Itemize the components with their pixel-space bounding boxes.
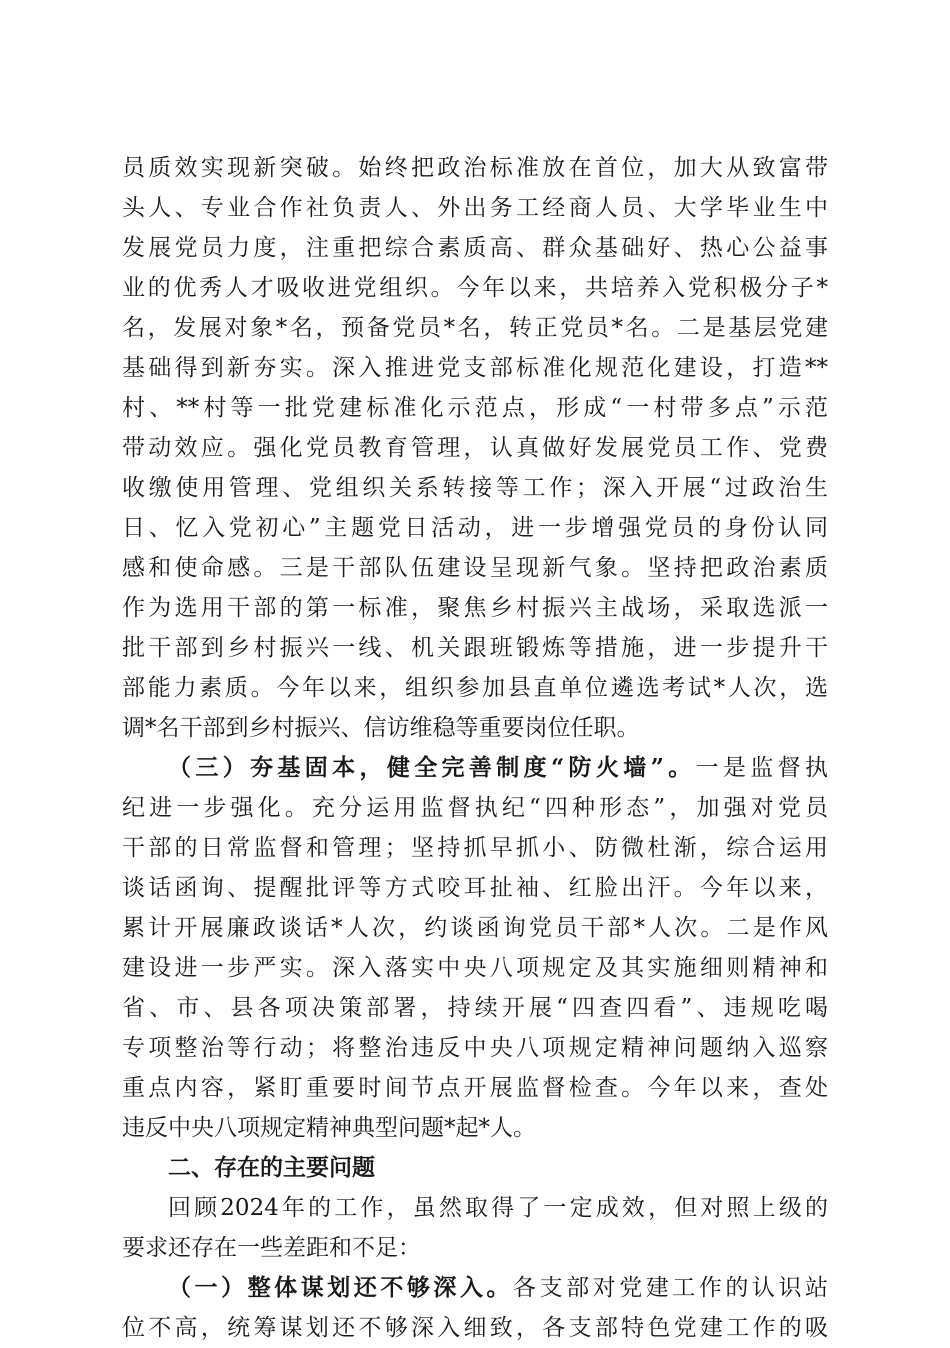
section-heading: 二、存在的主要问题 [168, 1155, 375, 1181]
text-line-rest: 各支部对党建工作的认识站 [513, 1275, 829, 1301]
text-line: 重点内容，紧盯重要时间节点开展监督检查。今年以来，查处 [122, 1075, 828, 1101]
text-line: 发展党员力度，注重把综合素质高、群众基础好、热心公益事 [122, 235, 828, 261]
subheading-bold-lead: （三）夯基固本，健全完善制度“防火墙”。 [168, 754, 696, 781]
text-line: 员质效实现新突破。始终把政治标准放在首位，加大从致富带 [122, 155, 828, 181]
text-line: 日、忆入党初心”主题党日活动，进一步增强党员的身份认同 [122, 515, 828, 541]
text-line: 违反中央八项规定精神典型问题*起*人。 [122, 1115, 536, 1141]
document-body [122, 148, 828, 1348]
text-line: 干部的日常监督和管理；坚持抓早抓小、防微杜渐，综合运用 [122, 835, 828, 861]
text-line [122, 1268, 828, 1308]
text-line: 累计开展廉政谈话*人次，约谈函询党员干部*人次。二是作风 [122, 915, 828, 941]
paragraph-review-intro [122, 1188, 828, 1268]
text-line: 批干部到乡村振兴一线、机关跟班锻炼等措施，进一步提升干 [122, 635, 828, 661]
paragraph-firewall-system [122, 748, 828, 1148]
subheading-bold-lead: （一）整体谋划还不够深入。 [168, 1274, 514, 1301]
text-line: 专项整治等行动；将整治违反中央八项规定精神问题纳入巡察 [122, 1035, 828, 1061]
paragraph-overall-planning [122, 1268, 828, 1348]
paragraph-party-building-results [122, 148, 828, 748]
text-line: 部能力素质。今年以来，组织参加县直单位遴选考试*人次，选 [122, 675, 828, 701]
text-line: 感和使命感。三是干部队伍建设呈现新气象。坚持把政治素质 [122, 555, 828, 581]
text-line: 名，发展对象*名，预备党员*名，转正党员*名。二是基层党建 [122, 315, 828, 341]
text-line: 基础得到新夯实。深入推进党支部标准化规范化建设，打造** [122, 355, 828, 381]
text-line: 作为选用干部的第一标准，聚焦乡村振兴主战场，采取选派一 [122, 595, 828, 621]
text-line: 建设进一步严实。深入落实中央八项规定及其实施细则精神和 [122, 955, 828, 981]
text-line: 要求还存在一些差距和不足： [122, 1235, 421, 1261]
text-line: 收缴使用管理、党组织关系转接等工作；深入开展“过政治生 [122, 475, 828, 501]
text-line: 位不高，统筹谋划还不够深入细致，各支部特色党建工作的吸 [122, 1315, 828, 1341]
text-line: 省、市、县各项决策部署，持续开展“四查四看”、违规吃喝 [122, 995, 828, 1021]
text-line-rest: 一是监督执 [695, 755, 828, 781]
text-line: 业的优秀人才吸收进党组织。今年以来，共培养入党积极分子* [122, 275, 828, 301]
text-line: 村、**村等一批党建标准化示范点，形成“一村带多点”示范 [122, 395, 828, 421]
text-line [122, 748, 828, 788]
text-line: 回顾2024年的工作，虽然取得了一定成效，但对照上级的 [168, 1195, 828, 1221]
text-line: 带动效应。强化党员教育管理，认真做好发展党员工作、党费 [122, 435, 828, 461]
text-line: 调*名干部到乡村振兴、信访维稳等重要岗位任职。 [122, 715, 640, 741]
text-line: 谈话函询、提醒批评等方式咬耳扯袖、红脸出汗。今年以来， [122, 875, 828, 901]
text-line: 头人、专业合作社负责人、外出务工经商人员、大学毕业生中 [122, 195, 828, 221]
text-line: 纪进一步强化。充分运用监督执纪“四种形态”，加强对党员 [122, 795, 828, 821]
